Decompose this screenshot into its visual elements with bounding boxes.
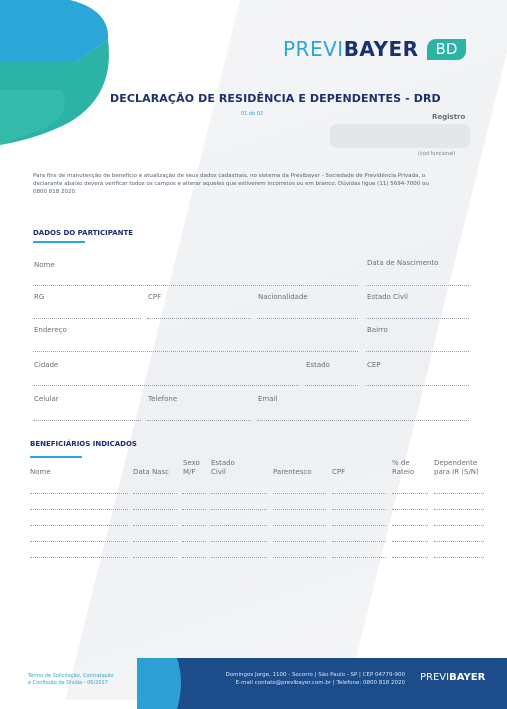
estado-field[interactable] — [305, 385, 358, 386]
footer-form-reference — [28, 673, 114, 687]
rg-field[interactable] — [33, 318, 141, 319]
beneficiario-cpf-field[interactable] — [332, 493, 386, 494]
col-dependente-line1: Dependente — [434, 459, 478, 467]
beneficiario-sexo-field[interactable] — [182, 557, 206, 558]
footer-logo-prefix: PREVI — [420, 672, 450, 683]
beneficiario-sexo-field[interactable] — [182, 493, 206, 494]
col-dependente-line2: para IR (S/N) — [434, 468, 479, 476]
beneficiario-rateio-field[interactable] — [392, 525, 428, 526]
col-sexo-line1: Sexo — [183, 459, 200, 467]
beneficiario-rateio-field[interactable] — [392, 509, 428, 510]
beneficiarios-heading-bar — [30, 456, 82, 458]
email-label: Email — [258, 395, 278, 403]
col-data-nasc: Data Nasc — [133, 468, 169, 476]
nome-field[interactable] — [33, 285, 358, 286]
col-cpf: CPF — [332, 468, 346, 476]
cep-label: CEP — [367, 361, 381, 369]
beneficiario-cpf-field[interactable] — [332, 509, 386, 510]
beneficiario-dependente-field[interactable] — [434, 525, 484, 526]
beneficiario-parentesco-field[interactable] — [273, 557, 326, 558]
footer-address — [200, 671, 405, 687]
telefone-field[interactable] — [147, 420, 251, 421]
cpf-label: CPF — [148, 293, 162, 301]
beneficiario-parentesco-field[interactable] — [273, 493, 326, 494]
beneficiario-parentesco-field[interactable] — [273, 509, 326, 510]
page-counter: 01 de 02 — [241, 111, 264, 117]
beneficiario-nome-field[interactable] — [30, 541, 128, 542]
email-field[interactable] — [257, 420, 469, 421]
beneficiario-rateio-field[interactable] — [392, 541, 428, 542]
logo-suffix: BAYER — [343, 37, 419, 61]
celular-field[interactable] — [33, 420, 141, 421]
cidade-field[interactable] — [33, 385, 299, 386]
telefone-label: Telefone — [148, 395, 178, 403]
beneficiario-parentesco-field[interactable] — [273, 541, 326, 542]
previbayer-logo — [283, 37, 466, 61]
nome-label: Nome — [34, 261, 55, 269]
nacionalidade-label: Nacionalidade — [258, 293, 308, 301]
estado-label: Estado — [306, 361, 330, 369]
col-parentesco: Parentesco — [273, 468, 312, 476]
beneficiario-estado-civil-field[interactable] — [211, 541, 267, 542]
beneficiario-data-nasc-field[interactable] — [133, 541, 177, 542]
beneficiario-dependente-field[interactable] — [434, 541, 484, 542]
logo-badge: BD — [427, 39, 467, 60]
corner-decoration — [0, 0, 130, 150]
beneficiario-data-nasc-field[interactable] — [133, 525, 177, 526]
beneficiario-sexo-field[interactable] — [182, 525, 206, 526]
beneficiario-data-nasc-field[interactable] — [133, 557, 177, 558]
footer-logo-suffix: BAYER — [449, 672, 486, 683]
beneficiario-cpf-field[interactable] — [332, 525, 386, 526]
footer-address-line2: E-mail contato@previbayer.com.br | Telefone: 0800 818 2020 — [235, 680, 405, 686]
bairro-field[interactable] — [366, 351, 469, 352]
col-rateio-line1: % de — [392, 459, 410, 467]
beneficiario-data-nasc-field[interactable] — [133, 493, 177, 494]
endereco-field[interactable] — [33, 351, 358, 352]
footer-logo — [420, 672, 485, 683]
col-sexo-line2: M/F — [183, 468, 196, 476]
beneficiario-nome-field[interactable] — [30, 525, 128, 526]
beneficiario-data-nasc-field[interactable] — [133, 509, 177, 510]
data-nascimento-field[interactable] — [366, 285, 469, 286]
beneficiario-dependente-field[interactable] — [434, 509, 484, 510]
beneficiario-nome-field[interactable] — [30, 557, 128, 558]
footer-curve — [137, 658, 187, 709]
beneficiario-cpf-field[interactable] — [332, 541, 386, 542]
rg-label: RG — [34, 293, 45, 301]
estado-civil-field[interactable] — [366, 318, 469, 319]
beneficiario-cpf-field[interactable] — [332, 557, 386, 558]
col-estado-line2: Civil — [211, 468, 226, 476]
document-title: DECLARAÇÃO DE RESIDÊNCIA E DEPENDENTES - DRD — [110, 92, 441, 105]
col-rateio-line2: Rateio — [392, 468, 415, 476]
beneficiario-estado-civil-field[interactable] — [211, 525, 267, 526]
footer-form-line2: e Confissão de Dívida - 06/2017 — [28, 680, 108, 686]
col-estado-line1: Estado — [211, 459, 235, 467]
beneficiario-dependente-field[interactable] — [434, 557, 484, 558]
cpf-field[interactable] — [147, 318, 251, 319]
beneficiario-estado-civil-field[interactable] — [211, 557, 267, 558]
endereco-label: Endereço — [34, 326, 67, 334]
intro-paragraph: Para fins de manutenção de benefício e atualização de seus dados cadastrais, no sistema da Previbayer - Sociedade de Previdência Privada, o declarante abaixo deverá verificar todos os campos e alterar aqueles que estiverem incorretos ou em branco. Dúvidas ligue (11) 5694-7000 ou 0800 818 2020. — [33, 173, 429, 195]
footer-form-line1: Termo de Solicitação, Contratação — [28, 673, 114, 679]
estado-civil-label: Estado Civil — [367, 293, 408, 301]
beneficiario-sexo-field[interactable] — [182, 509, 206, 510]
registro-label: Registro — [432, 113, 466, 121]
footer-address-line1: Domingos Jorge, 1100 - Socorro | São Paulo - SP | CEP 04779-900 — [225, 672, 405, 678]
nacionalidade-field[interactable] — [257, 318, 358, 319]
beneficiarios-heading: BENEFICIÁRIOS INDICADOS — [30, 440, 137, 448]
registro-field[interactable] — [330, 124, 470, 148]
beneficiario-parentesco-field[interactable] — [273, 525, 326, 526]
participante-heading-bar — [33, 241, 85, 243]
beneficiario-dependente-field[interactable] — [434, 493, 484, 494]
beneficiario-sexo-field[interactable] — [182, 541, 206, 542]
beneficiario-rateio-field[interactable] — [392, 493, 428, 494]
cep-field[interactable] — [366, 385, 469, 386]
beneficiario-rateio-field[interactable] — [392, 557, 428, 558]
data-nascimento-label: Data de Nascimento — [367, 259, 439, 267]
background-watermark — [65, 0, 507, 700]
beneficiario-estado-civil-field[interactable] — [211, 493, 267, 494]
beneficiario-nome-field[interactable] — [30, 493, 128, 494]
beneficiario-nome-field[interactable] — [30, 509, 128, 510]
bairro-label: Bairro — [367, 326, 388, 334]
col-nome: Nome — [30, 468, 51, 476]
beneficiario-estado-civil-field[interactable] — [211, 509, 267, 510]
logo-prefix: PREVI — [283, 37, 344, 61]
cod-funcional-label: (cód funcional) — [418, 151, 456, 157]
participante-heading: DADOS DO PARTICIPANTE — [33, 229, 134, 237]
cidade-label: Cidade — [34, 361, 59, 369]
celular-label: Celular — [34, 395, 59, 403]
